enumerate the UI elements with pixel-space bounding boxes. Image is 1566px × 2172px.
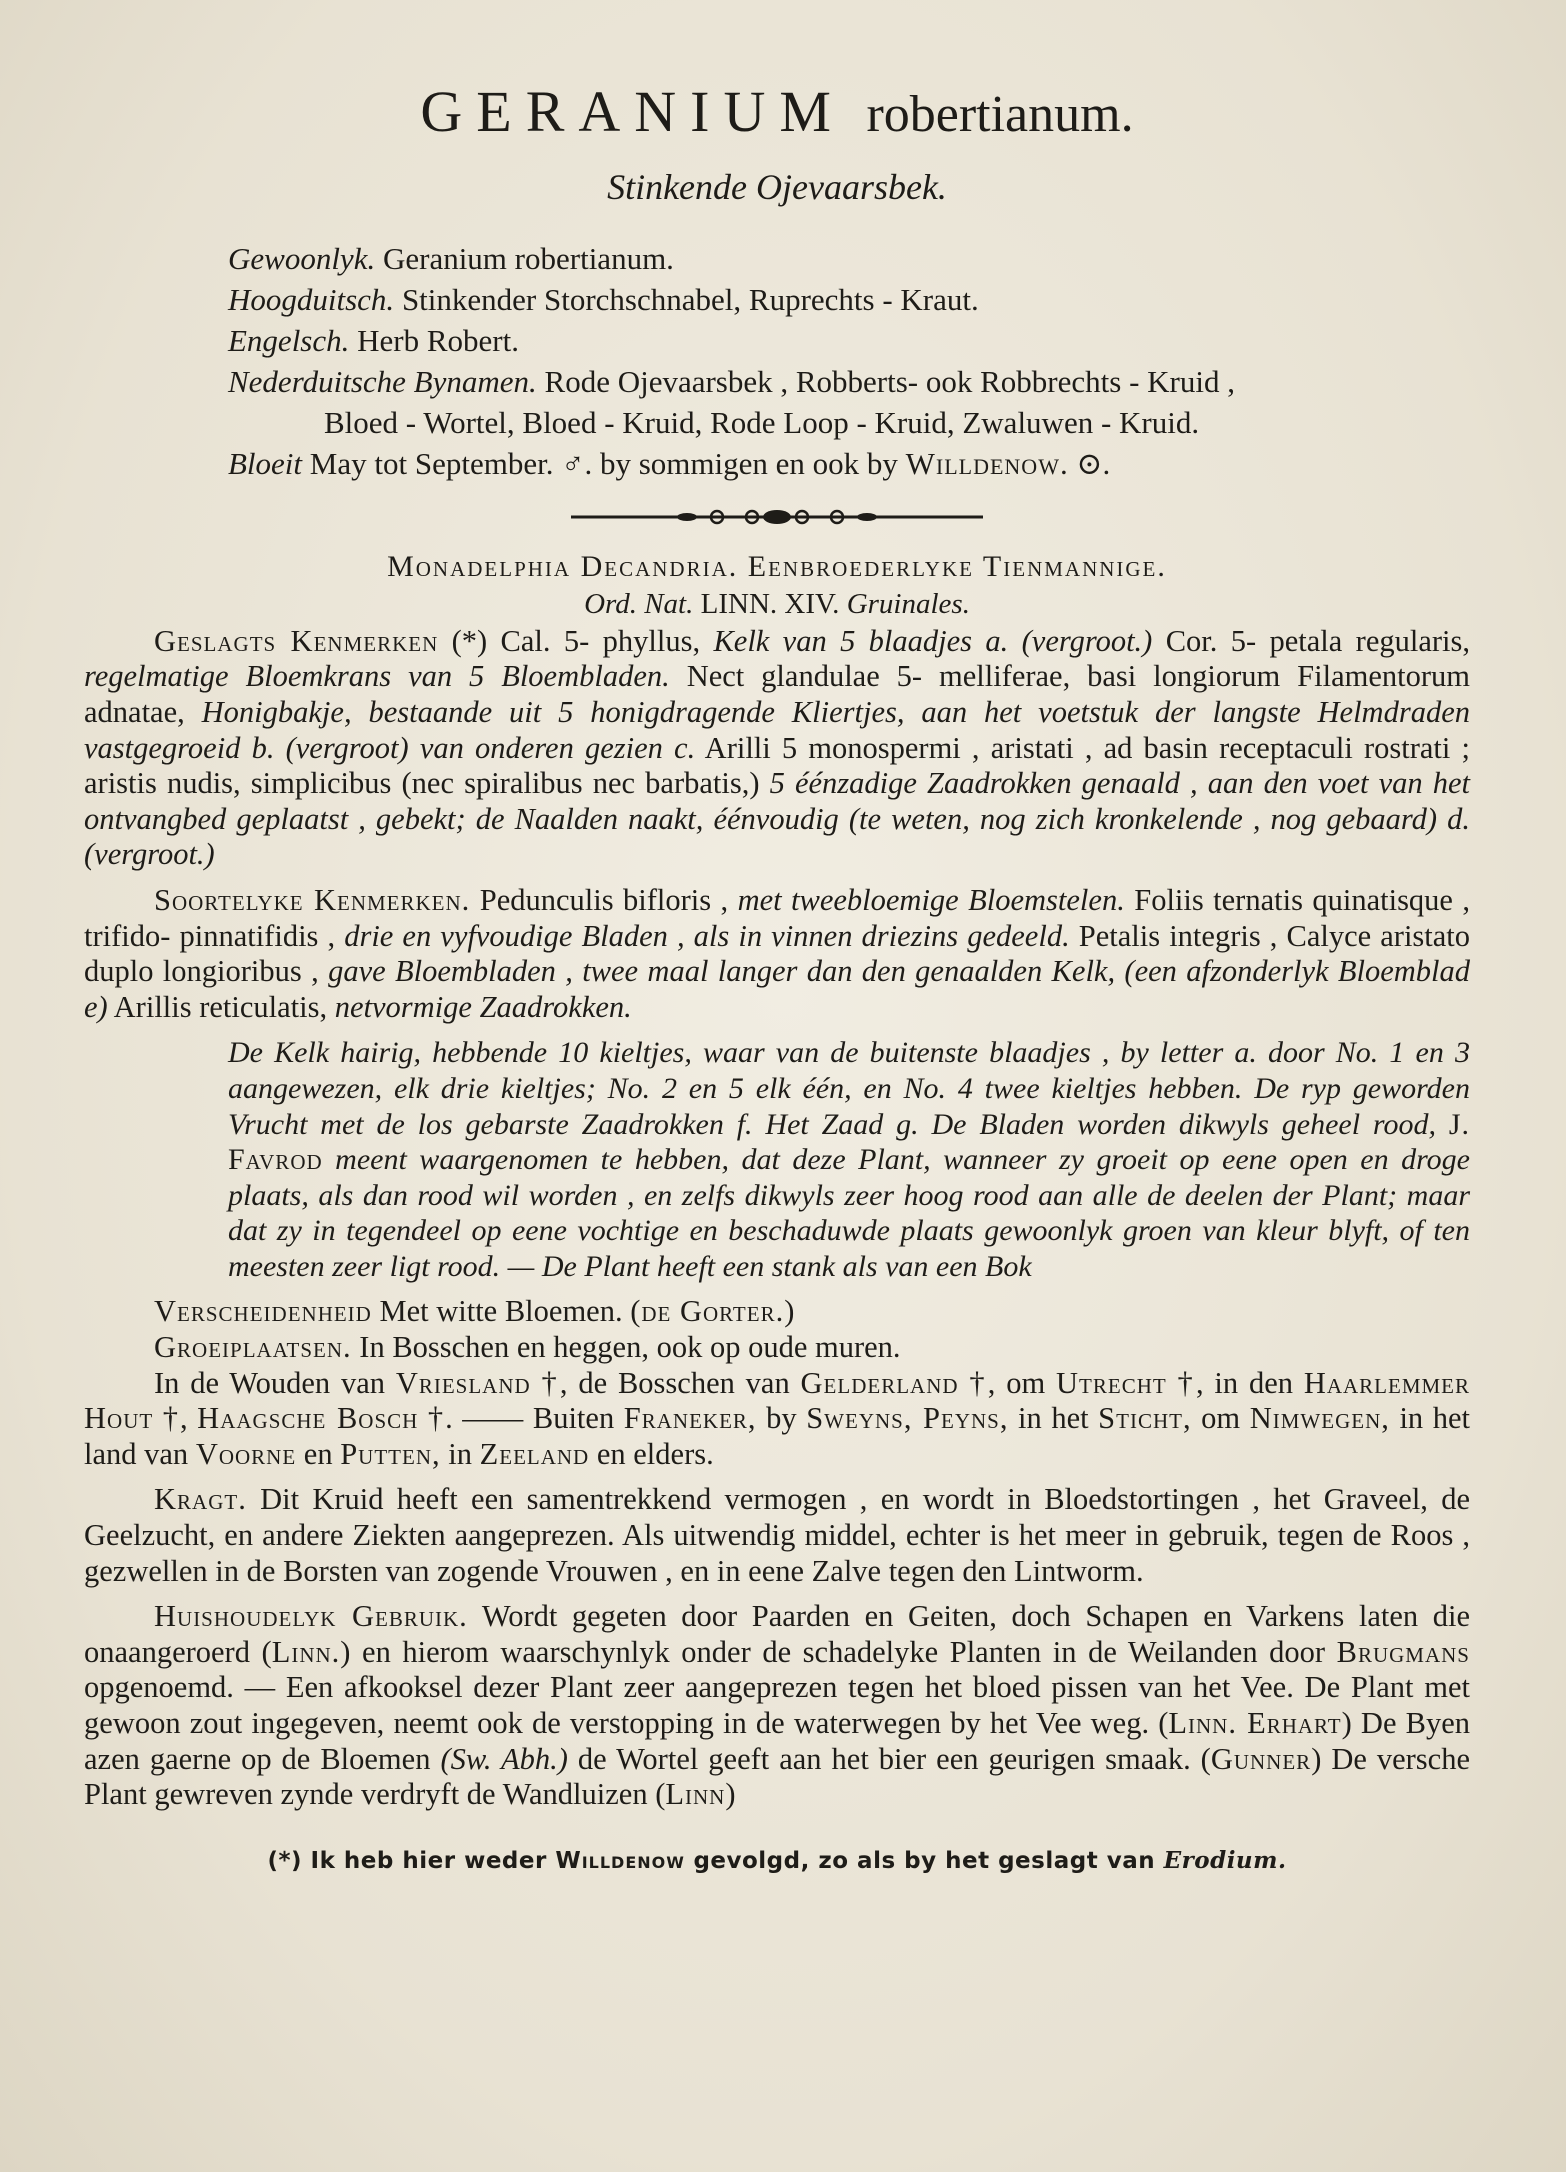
name-text: Geranium robertianum. <box>382 240 674 276</box>
name-label: Nederduitsche Bynamen. <box>228 363 537 399</box>
genus-characters <box>84 624 1470 873</box>
section-heading: Kragt. <box>154 1482 247 1517</box>
name-label: Hoogduitsch. <box>228 281 395 317</box>
latin-text: Arillis reticulatis, <box>113 989 328 1024</box>
ornamental-divider <box>84 506 1470 528</box>
section-heading: Soortelyke Kenmerken. <box>154 882 471 917</box>
place-name: Haagsche Bosch <box>197 1401 419 1436</box>
place-name: Gelderland <box>800 1365 959 1400</box>
name-label: Engelsch. <box>228 322 350 358</box>
name-text: Bloed - Wortel, Bloed - Kruid, Rode Loop - Kruid, Zwaluwen - Kruid. <box>324 404 1200 440</box>
footnote-text: (*) Ik heb hier weder <box>267 1847 547 1874</box>
place-name: Sweyns, Peyns, <box>806 1401 1009 1436</box>
locality-text: in <box>448 1436 472 1471</box>
varieties-source: (de Gorter.) <box>630 1294 796 1329</box>
footnote <box>84 1847 1470 1874</box>
place-name: Sticht, <box>1098 1401 1192 1436</box>
page-subtitle: Stinkende Ojevaarsbek. <box>607 166 947 207</box>
latin-text: Nect glandulae 5- melliferae, basi longiorum Filamentorum adnatae, <box>84 659 1470 729</box>
author-name: Linn <box>665 1777 726 1812</box>
latin-text: Pedunculis bifloris , <box>479 882 729 917</box>
species-name: robertianum. <box>866 86 1134 143</box>
dutch-text: met tweebloemige Bloemstelen. <box>737 882 1125 917</box>
use-text: opgenoemd. — Een afkooksel dezer Plant zeer aangeprezen tegen het bloed pissen van het Vee. De Plant met gewoon zout ingegeven, neemt ook de verstopping in de waterwegen by het Vee weg. ( <box>84 1670 1470 1741</box>
place-name: Utrecht <box>1056 1365 1167 1400</box>
author-name: Brugmans <box>1336 1634 1470 1669</box>
name-line <box>228 361 1470 402</box>
name-text: Stinkender Storchschnabel, Ruprechts - Kraut. <box>401 281 979 317</box>
name-text: May tot September. ♂. by sommigen en ook by <box>309 445 898 481</box>
dutch-text: drie en vyfvoudige Bladen , als in vinnen driezins gedeeld. <box>344 918 1070 953</box>
author-name: Linn. Erhart <box>1168 1706 1342 1741</box>
name-text: Rode Ojevaarsbek , Robberts- ook Robbrechts - Kruid , <box>544 363 1235 399</box>
latin-text: (*) Cal. 5- phyllus, <box>451 623 701 658</box>
use-text: ) <box>725 1777 736 1812</box>
locality-text: om <box>1201 1401 1241 1436</box>
varieties <box>84 1294 1470 1330</box>
dutch-text: Honigbakje, bestaande uit 5 honigdragende Kliertjes, aan het voetstuk der langste Helmdraden vastgegroeid b. (vergroot) van onderen gezien c. <box>84 694 1470 765</box>
description-text: De Kelk hairig, hebbende 10 kieltjes, waar van de buitenste blaadjes , by letter a. door No. 1 en 3 aangewezen, elk drie kieltjes; No. 2 en 5 elk één, en No. 4 twee kieltjes hebben. De ryp geworden Vrucht met de los gebarste Zaadrokken f. Het Zaad g. De Bladen worden dikwyls geheel rood, <box>228 1036 1470 1141</box>
name-label: Bloeit <box>228 445 303 481</box>
locality-text: †. —— Buiten <box>427 1401 615 1436</box>
author-name: Gunner <box>1210 1741 1312 1776</box>
genus-name: GERANIUM <box>420 79 845 144</box>
ord-label: Ord. Nat. <box>584 587 694 620</box>
locality-text: In de Wouden van <box>154 1365 385 1400</box>
locality-text: †, in den <box>1177 1365 1293 1400</box>
dutch-text: Kelk van 5 blaadjes a. (vergroot.) <box>713 623 1153 658</box>
household-use <box>84 1599 1470 1813</box>
locality-text: †, om <box>969 1365 1046 1400</box>
section-heading: Geslagts Kenmerken <box>154 623 439 658</box>
name-text: Herb Robert. <box>357 322 519 358</box>
dutch-text: netvormige Zaadrokken. <box>334 989 632 1024</box>
plant-description <box>228 1035 1470 1284</box>
latin-text: Arilli 5 monospermi , aristati , ad basin receptaculi rostrati ; aristis nudis, simplicibus (nec spiralibus nec barbatis,) <box>84 730 1471 801</box>
use-text: de Wortel geeft aan het bier een geurigen smaak. ( <box>577 1741 1211 1776</box>
locality-text: en <box>303 1436 333 1471</box>
section-heading: Huishoudelyk Gebruik. <box>154 1599 468 1634</box>
person-name: J. Favrod <box>228 1107 1471 1177</box>
habitats-text: In Bosschen en heggen, ook op oude muren. <box>359 1330 901 1365</box>
localities <box>84 1366 1470 1473</box>
locality-text: in het <box>1018 1401 1089 1436</box>
ord-ref: LINN. XIV. <box>700 587 840 620</box>
name-line <box>228 443 1470 484</box>
place-name: Vriesland <box>395 1365 531 1400</box>
locality-text: †, de Bosschen van <box>541 1365 790 1400</box>
place-name: Voorne <box>195 1436 297 1471</box>
latin-text: Cor. 5- petala regularis, <box>1165 623 1471 658</box>
name-line <box>228 238 1470 279</box>
kragt-text: Dit Kruid heeft een samentrekkend vermogen , en wordt in Bloedstortingen , het Graveel, de Geelzucht, en andere Ziekten aangeprezen. Als uitwendig middel, echter is het meer in gebruik, tegen de Roos , gezwellen in de Borsten van zogende Vrouwen , en in eene Zalve tegen den Lintworm. <box>84 1482 1470 1588</box>
place-name: Haarlemmer Hout <box>84 1365 1471 1436</box>
dutch-text: gave Bloembladen , twee maal langer dan den genaalden Kelk, (een afzonderlyk Bloemblad e) <box>84 954 1471 1024</box>
perennial-symbol: ⊙. <box>1076 445 1111 481</box>
place-name: Nimwegen, <box>1249 1401 1390 1436</box>
citation: (Sw. Abh.) <box>440 1741 568 1776</box>
name-line <box>228 279 1470 320</box>
divider-ornament-icon <box>567 506 987 528</box>
dutch-text: 5 éénzadige Zaadrokken genaald , aan den voet van het ontvangbed geplaatst , gebekt; de Naalden naakt, éénvoudig (te weten, nog zich kronkelende , nog gebaard) d. (vergroot.) <box>84 766 1470 872</box>
species-characters <box>84 883 1470 1025</box>
latin-text: Foliis ternatis quinatisque , trifido- pinnatifidis , <box>84 882 1471 953</box>
medicinal-power <box>84 1482 1470 1589</box>
author-name: Willdenow. <box>905 445 1069 481</box>
place-name: Zeeland <box>479 1436 590 1471</box>
use-text: ) De versche Plant gewreven zynde verdryft de Wandluizen ( <box>84 1741 1470 1812</box>
author-name: Willdenow <box>555 1847 685 1874</box>
section-heading: Groeiplaatsen. <box>154 1330 352 1365</box>
natural-order <box>84 586 1470 622</box>
name-label: Gewoonlyk. <box>228 240 376 276</box>
use-text: ) De Byen azen gaerne op de Bloemen <box>84 1706 1470 1776</box>
latin-text: Petalis integris , Calyce aristato duplo longioribus , <box>84 918 1471 989</box>
common-names-block <box>228 238 1470 484</box>
genus-ref: Erodium. <box>1163 1846 1287 1874</box>
use-text: Wordt gegeten door Paarden en Geiten, doch Schapen en Varkens laten die onaangeroerd ( <box>84 1599 1470 1669</box>
name-line <box>228 402 1470 443</box>
locality-text: by <box>766 1401 797 1436</box>
habitats <box>84 1330 1470 1366</box>
ord-name: Gruinales. <box>846 587 970 620</box>
name-line <box>228 320 1470 361</box>
dutch-text: regelmatige Bloemkrans van 5 Bloembladen. <box>84 659 670 694</box>
description-text: meent waargenomen te hebben, dat deze Plant, wanneer zy groeit op eene open en droge plaats, als dan rood wil worden , en zelfs dikwyls zeer hoog rood aan alle de deelen der Plant; maar dat zy in tegendeel op eene vochtige en beschaduwde plaats gewoonlyk groen van kleur blyft, of ten meesten zeer ligt rood. — De Plant heeft een stank als van een Bok <box>228 1143 1470 1283</box>
author-name: Linn. <box>271 1634 341 1669</box>
place-name: Putten, <box>340 1436 441 1471</box>
locality-text: in het land van <box>84 1401 1470 1471</box>
locality-text: en elders. <box>596 1436 714 1471</box>
locality-text: †, <box>162 1401 188 1436</box>
use-text: ) en hierom waarschynlyk onder de schadelyke Planten in de Weilanden door <box>340 1634 1326 1669</box>
linnaean-class: Monadelphia Decandria. Eenbroederlyke Tienmannige. <box>387 549 1167 583</box>
varieties-text: Met witte Bloemen. <box>379 1294 623 1329</box>
place-name: Franeker, <box>623 1401 757 1436</box>
section-heading: Verscheidenheid <box>154 1294 372 1329</box>
footnote-text: gevolgd, zo als by het geslagt van <box>693 1847 1156 1874</box>
page-title <box>84 80 1470 144</box>
